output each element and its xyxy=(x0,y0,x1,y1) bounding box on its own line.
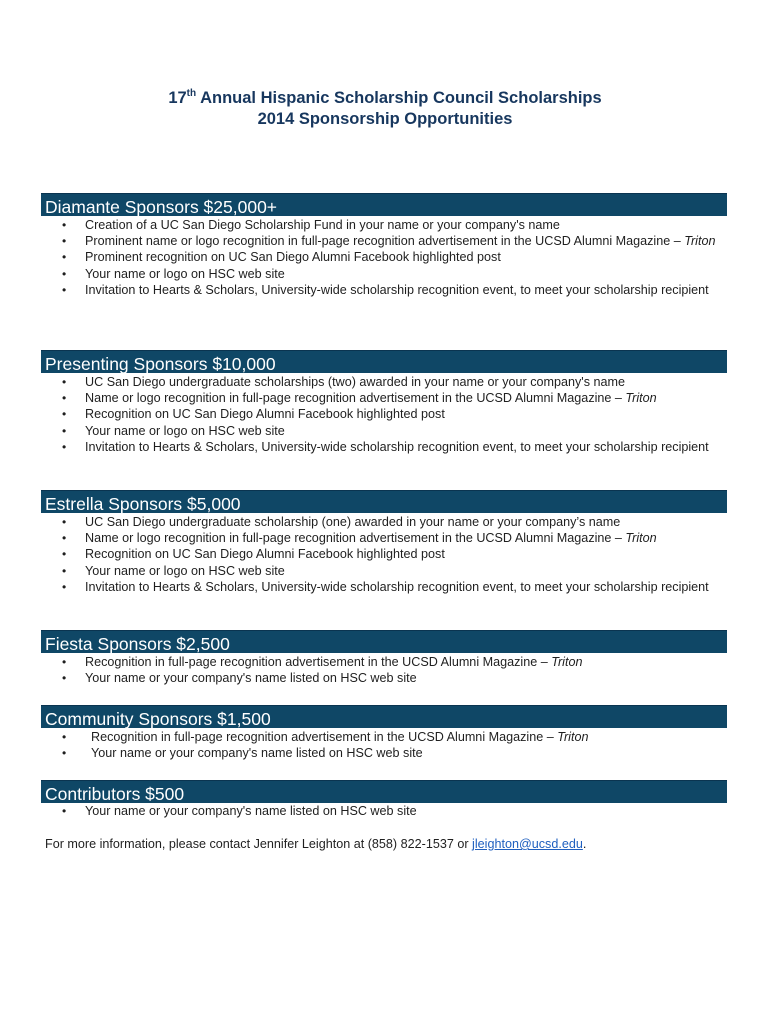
list-item: • Your name or your company's name listed on HSC web site xyxy=(0,745,731,761)
list-item: • Name or logo recognition in full-page recognition advertisement in the UCSD Alumni Magazine – Triton xyxy=(0,530,725,546)
list-item: • Your name or your company's name listed on HSC web site xyxy=(0,803,725,819)
list-estrella xyxy=(0,514,725,595)
list-item: • Your name or your company's name listed on HSC web site xyxy=(0,670,725,686)
list-item: • Recognition in full-page recognition advertisement in the UCSD Alumni Magazine – Triton xyxy=(0,654,725,670)
list-item: • Prominent name or logo recognition in full-page recognition advertisement in the UCSD Alumni Magazine – Triton xyxy=(0,233,725,249)
list-item: • Invitation to Hearts & Scholars, University-wide scholarship recognition event, to meet your scholarship recipient xyxy=(0,579,725,595)
list-item: • Prominent recognition on UC San Diego Alumni Facebook highlighted post xyxy=(0,249,725,265)
list-item: • Recognition in full-page recognition advertisement in the UCSD Alumni Magazine – Triton xyxy=(0,729,731,745)
contact-info xyxy=(45,836,586,852)
section-heading-presenting: Presenting Sponsors $10,000 xyxy=(41,350,727,373)
title-line-1: 17th Annual Hispanic Scholarship Council Scholarships xyxy=(168,87,602,107)
list-fiesta xyxy=(0,654,725,686)
list-item: • Invitation to Hearts & Scholars, University-wide scholarship recognition event, to meet your scholarship recipient xyxy=(0,439,725,455)
list-item: • Invitation to Hearts & Scholars, University-wide scholarship recognition event, to meet your scholarship recipient xyxy=(0,282,725,298)
list-presenting xyxy=(0,374,725,455)
contact-text: For more information, please contact Jennifer Leighton at (858) 822-1537 or xyxy=(45,837,473,851)
list-diamante xyxy=(0,217,725,298)
section-heading-fiesta: Fiesta Sponsors $2,500 xyxy=(41,630,727,653)
list-community xyxy=(0,729,731,761)
list-contributors xyxy=(0,803,725,819)
list-item: • Your name or logo on HSC web site xyxy=(0,266,725,282)
list-item: • Your name or logo on HSC web site xyxy=(0,563,725,579)
contact-email-link[interactable]: jleighton@ucsd.edu xyxy=(472,837,583,851)
contact-trailing: . xyxy=(582,837,587,851)
section-heading-estrella: Estrella Sponsors $5,000 xyxy=(41,490,727,513)
section-heading-contributors: Contributors $500 xyxy=(41,780,727,803)
title-line-2: 2014 Sponsorship Opportunities xyxy=(257,110,513,128)
list-item: • Name or logo recognition in full-page recognition advertisement in the UCSD Alumni Magazine – Triton xyxy=(0,390,725,406)
list-item: • Recognition on UC San Diego Alumni Facebook highlighted post xyxy=(0,406,725,422)
section-heading-diamante: Diamante Sponsors $25,000+ xyxy=(41,193,727,216)
list-item: • Creation of a UC San Diego Scholarship Fund in your name or your company's name xyxy=(0,217,725,233)
list-item: • Your name or logo on HSC web site xyxy=(0,423,725,439)
list-item: • Recognition on UC San Diego Alumni Facebook highlighted post xyxy=(0,546,725,562)
section-heading-community: Community Sponsors $1,500 xyxy=(41,705,727,728)
list-item: • UC San Diego undergraduate scholarship (one) awarded in your name or your company’s name xyxy=(0,514,725,530)
page-title xyxy=(0,88,770,130)
list-item: • UC San Diego undergraduate scholarships (two) awarded in your name or your company's name xyxy=(0,374,725,390)
